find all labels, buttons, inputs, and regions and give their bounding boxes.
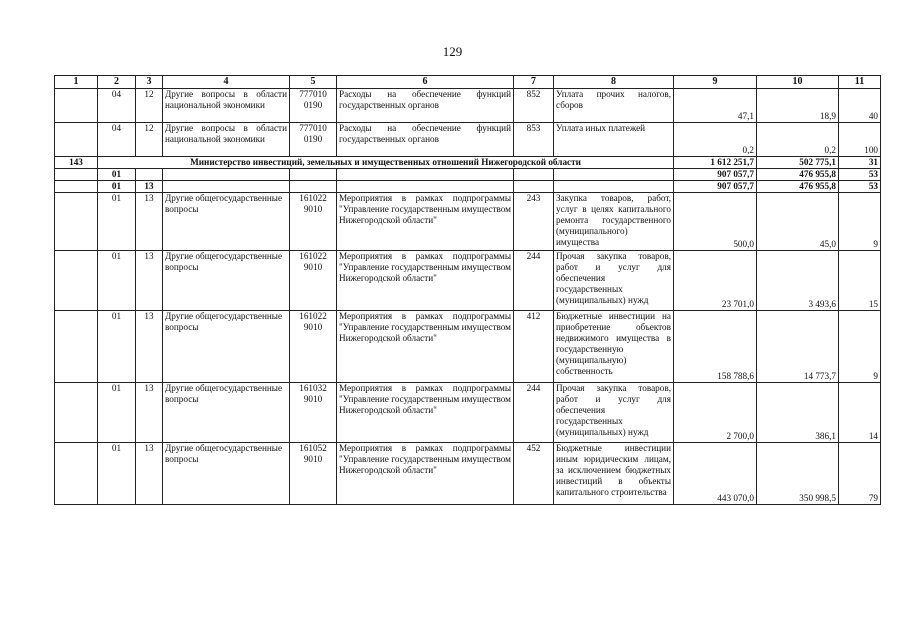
subsection-code: 12 <box>136 123 163 157</box>
planned-amount: 2 700,0 <box>674 383 757 443</box>
expense-type-code: 244 <box>514 383 554 443</box>
subtotal-row <box>55 169 881 181</box>
target-article-code: 161022 9010 <box>290 311 337 383</box>
target-article-code: 777010 0190 <box>290 89 337 123</box>
ministry-title: Министерство инвестиций, земельных и имущественных отношений Нижегородской области <box>98 157 674 169</box>
expense-type-code: 412 <box>514 311 554 383</box>
expense-type-name: Закупка товаров, работ, услуг в целях капитального ремонта государственного (муниципального) имущества <box>554 193 674 251</box>
section-name: Другие общегосударственные вопросы <box>163 383 290 443</box>
section-name: Другие общегосударственные вопросы <box>163 193 290 251</box>
planned-amount: 0,2 <box>674 123 757 157</box>
target-article-name: Мероприятия в рамках подпрограммы "Управление государственным имуществом Нижегородской области" <box>337 193 514 251</box>
planned-amount: 1 612 251,7 <box>674 157 757 169</box>
section-code: 01 <box>98 311 136 383</box>
execution-percent: 31 <box>839 157 881 169</box>
actual-amount: 45,0 <box>757 193 839 251</box>
target-article-name: Мероприятия в рамках подпрограммы "Управление государственным имуществом Нижегородской области" <box>337 251 514 311</box>
page-number: 129 <box>442 44 463 59</box>
planned-amount: 443 070,0 <box>674 443 757 505</box>
table-row <box>55 383 881 443</box>
subsection-code: 13 <box>136 193 163 251</box>
expense-type-code: 853 <box>514 123 554 157</box>
section-code: 01 <box>98 169 136 181</box>
section-name: Другие общегосударственные вопросы <box>163 443 290 505</box>
actual-amount: 14 773,7 <box>757 311 839 383</box>
planned-amount: 158 788,6 <box>674 311 757 383</box>
target-article-code: 777010 0190 <box>290 123 337 157</box>
expense-type-code: 852 <box>514 89 554 123</box>
planned-amount: 907 057,7 <box>674 169 757 181</box>
table-header-row <box>55 76 881 89</box>
planned-amount: 23 701,0 <box>674 251 757 311</box>
column-header: 10 <box>757 76 839 89</box>
budget-table <box>54 75 881 505</box>
execution-percent: 100 <box>839 123 881 157</box>
target-article-code: 161052 9010 <box>290 443 337 505</box>
execution-percent: 53 <box>839 181 881 193</box>
subsection-code: 13 <box>136 311 163 383</box>
subsection-code: 12 <box>136 89 163 123</box>
target-article-name: Мероприятия в рамках подпрограммы "Управление государственным имуществом Нижегородской области" <box>337 383 514 443</box>
expense-type-name: Прочая закупка товаров, работ и услуг для обеспечения государственных (муниципальных) нужд <box>554 383 674 443</box>
section-code: 01 <box>98 383 136 443</box>
actual-amount: 3 493,6 <box>757 251 839 311</box>
column-header: 8 <box>554 76 674 89</box>
table-row <box>55 193 881 251</box>
target-article-code: 161022 9010 <box>290 251 337 311</box>
expense-type-name: Бюджетные инвестиции иным юридическим лицам, за исключением бюджетных инвестиций в объекты капитального строительства <box>554 443 674 505</box>
actual-amount: 476 955,8 <box>757 169 839 181</box>
subtotal-row <box>55 181 881 193</box>
column-header: 6 <box>337 76 514 89</box>
target-article-code: 161032 9010 <box>290 383 337 443</box>
actual-amount: 502 775,1 <box>757 157 839 169</box>
planned-amount: 47,1 <box>674 89 757 123</box>
target-article-code: 161022 9010 <box>290 193 337 251</box>
section-code: 04 <box>98 123 136 157</box>
section-code: 01 <box>98 251 136 311</box>
target-article-name: Мероприятия в рамках подпрограммы "Управление государственным имуществом Нижегородской области" <box>337 443 514 505</box>
target-article-name: Мероприятия в рамках подпрограммы "Управление государственным имуществом Нижегородской области" <box>337 311 514 383</box>
section-code: 01 <box>98 443 136 505</box>
subsection-code: 13 <box>136 181 163 193</box>
planned-amount: 907 057,7 <box>674 181 757 193</box>
section-code: 04 <box>98 89 136 123</box>
table-row <box>55 311 881 383</box>
expense-type-code: 244 <box>514 251 554 311</box>
section-name: Другие общегосударственные вопросы <box>163 311 290 383</box>
actual-amount: 0,2 <box>757 123 839 157</box>
section-code: 01 <box>98 193 136 251</box>
table-row <box>55 251 881 311</box>
section-name: Другие вопросы в области национальной экономики <box>163 123 290 157</box>
column-header: 9 <box>674 76 757 89</box>
execution-percent: 79 <box>839 443 881 505</box>
ministry-code: 143 <box>55 157 98 169</box>
expense-type-name: Бюджетные инвестиции на приобретение объектов недвижимого имущества в государственную (муниципальную) собственность <box>554 311 674 383</box>
actual-amount: 350 998,5 <box>757 443 839 505</box>
column-header: 2 <box>98 76 136 89</box>
table-row <box>55 443 881 505</box>
actual-amount: 476 955,8 <box>757 181 839 193</box>
section-name: Другие вопросы в области национальной экономики <box>163 89 290 123</box>
execution-percent: 15 <box>839 251 881 311</box>
table-row <box>55 123 881 157</box>
subsection-code: 13 <box>136 251 163 311</box>
planned-amount: 500,0 <box>674 193 757 251</box>
column-header: 5 <box>290 76 337 89</box>
target-article-name: Расходы на обеспечение функций государственных органов <box>337 123 514 157</box>
ministry-row <box>55 157 881 169</box>
expense-type-name: Уплата иных платежей <box>554 123 674 157</box>
column-header: 11 <box>839 76 881 89</box>
column-header: 4 <box>163 76 290 89</box>
section-code: 01 <box>98 181 136 193</box>
actual-amount: 386,1 <box>757 383 839 443</box>
column-header: 1 <box>55 76 98 89</box>
expense-type-code: 452 <box>514 443 554 505</box>
execution-percent: 14 <box>839 383 881 443</box>
column-header: 7 <box>514 76 554 89</box>
subsection-code: 13 <box>136 383 163 443</box>
subsection-code <box>136 169 163 181</box>
subsection-code: 13 <box>136 443 163 505</box>
execution-percent: 40 <box>839 89 881 123</box>
expense-type-name: Уплата прочих налогов, сборов <box>554 89 674 123</box>
section-name: Другие общегосударственные вопросы <box>163 251 290 311</box>
execution-percent: 9 <box>839 311 881 383</box>
table-row <box>55 89 881 123</box>
actual-amount: 18,9 <box>757 89 839 123</box>
execution-percent: 9 <box>839 193 881 251</box>
column-header: 3 <box>136 76 163 89</box>
execution-percent: 53 <box>839 169 881 181</box>
target-article-name: Расходы на обеспечение функций государственных органов <box>337 89 514 123</box>
expense-type-code: 243 <box>514 193 554 251</box>
expense-type-name: Прочая закупка товаров, работ и услуг для обеспечения государственных (муниципальных) нужд <box>554 251 674 311</box>
